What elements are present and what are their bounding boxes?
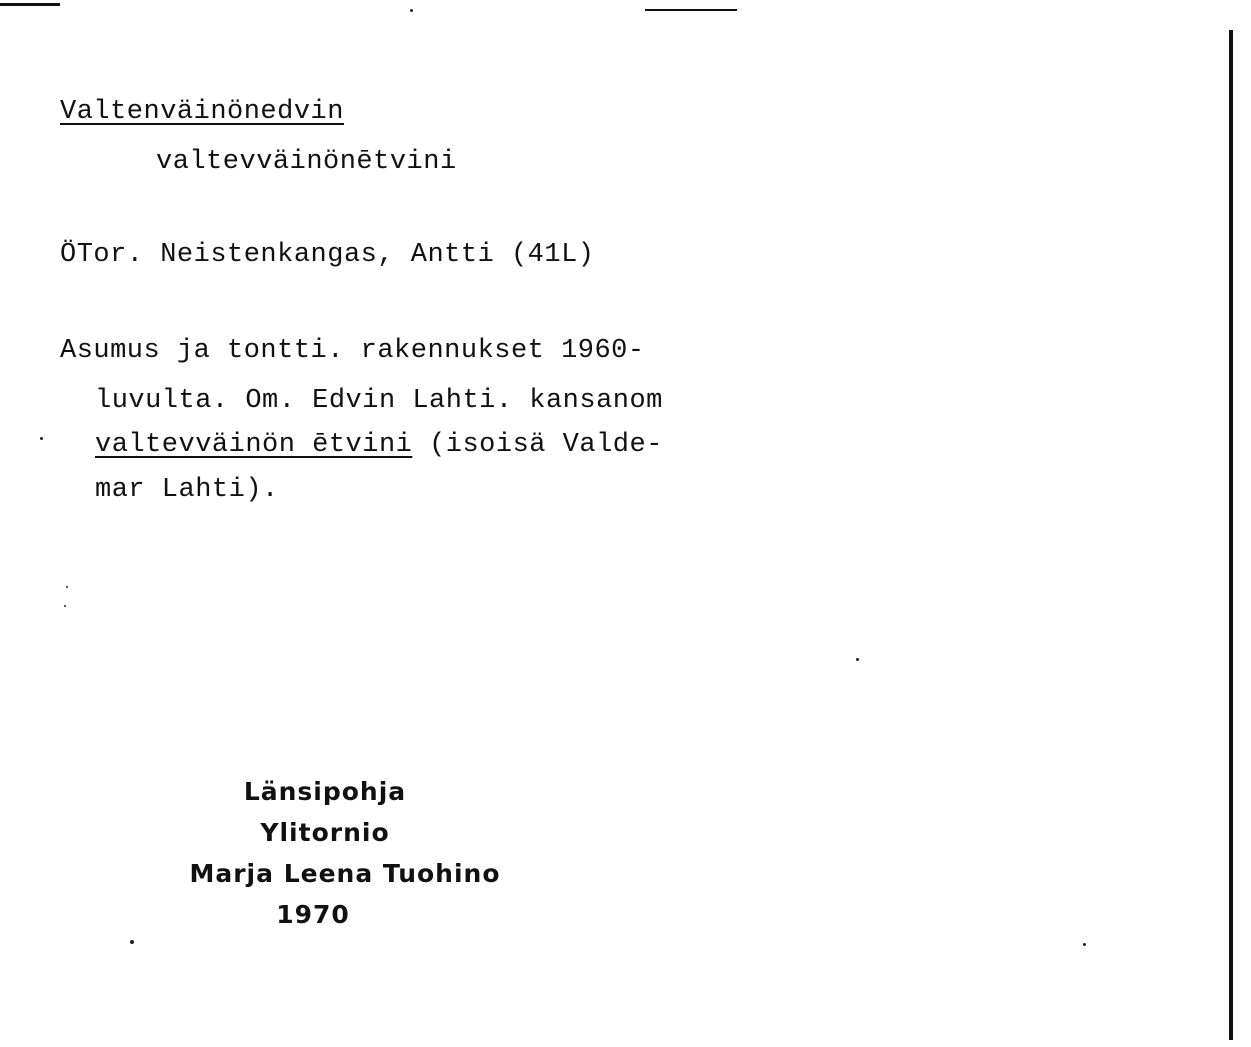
description-line-1: Asumus ja tontti. rakennukset 1960- <box>60 336 645 366</box>
stamp-year: 1970 <box>276 900 350 929</box>
source-line: ÖTor. Neistenkangas, Antti (41L) <box>60 240 595 270</box>
description-line-2: luvulta. Om. Edvin Lahti. kansanom <box>95 386 663 416</box>
speck <box>64 605 66 607</box>
speck <box>40 437 43 440</box>
speck <box>66 586 68 588</box>
stamp-collector: Marja Leena Tuohino <box>189 859 501 888</box>
scan-edge-right <box>1229 30 1233 1040</box>
speck <box>410 9 413 12</box>
description-line-3-text: (isoisä Valde- <box>429 430 663 460</box>
description-line-4: mar Lahti). <box>95 475 279 505</box>
description-line-3 <box>95 430 663 460</box>
speck <box>856 658 859 661</box>
speck <box>130 940 134 944</box>
stamp-parish: Ylitornio <box>260 818 390 847</box>
headword: Valtenväinönedvin <box>60 97 344 127</box>
folk-name: valtevväinön ētvini <box>95 430 413 460</box>
speck <box>1083 943 1086 946</box>
scan-mark-top-center <box>645 9 737 11</box>
scan-mark-top-left <box>0 3 60 6</box>
stamp-region: Länsipohja <box>243 777 407 806</box>
pronunciation: valtevväinönētvini <box>156 147 457 177</box>
